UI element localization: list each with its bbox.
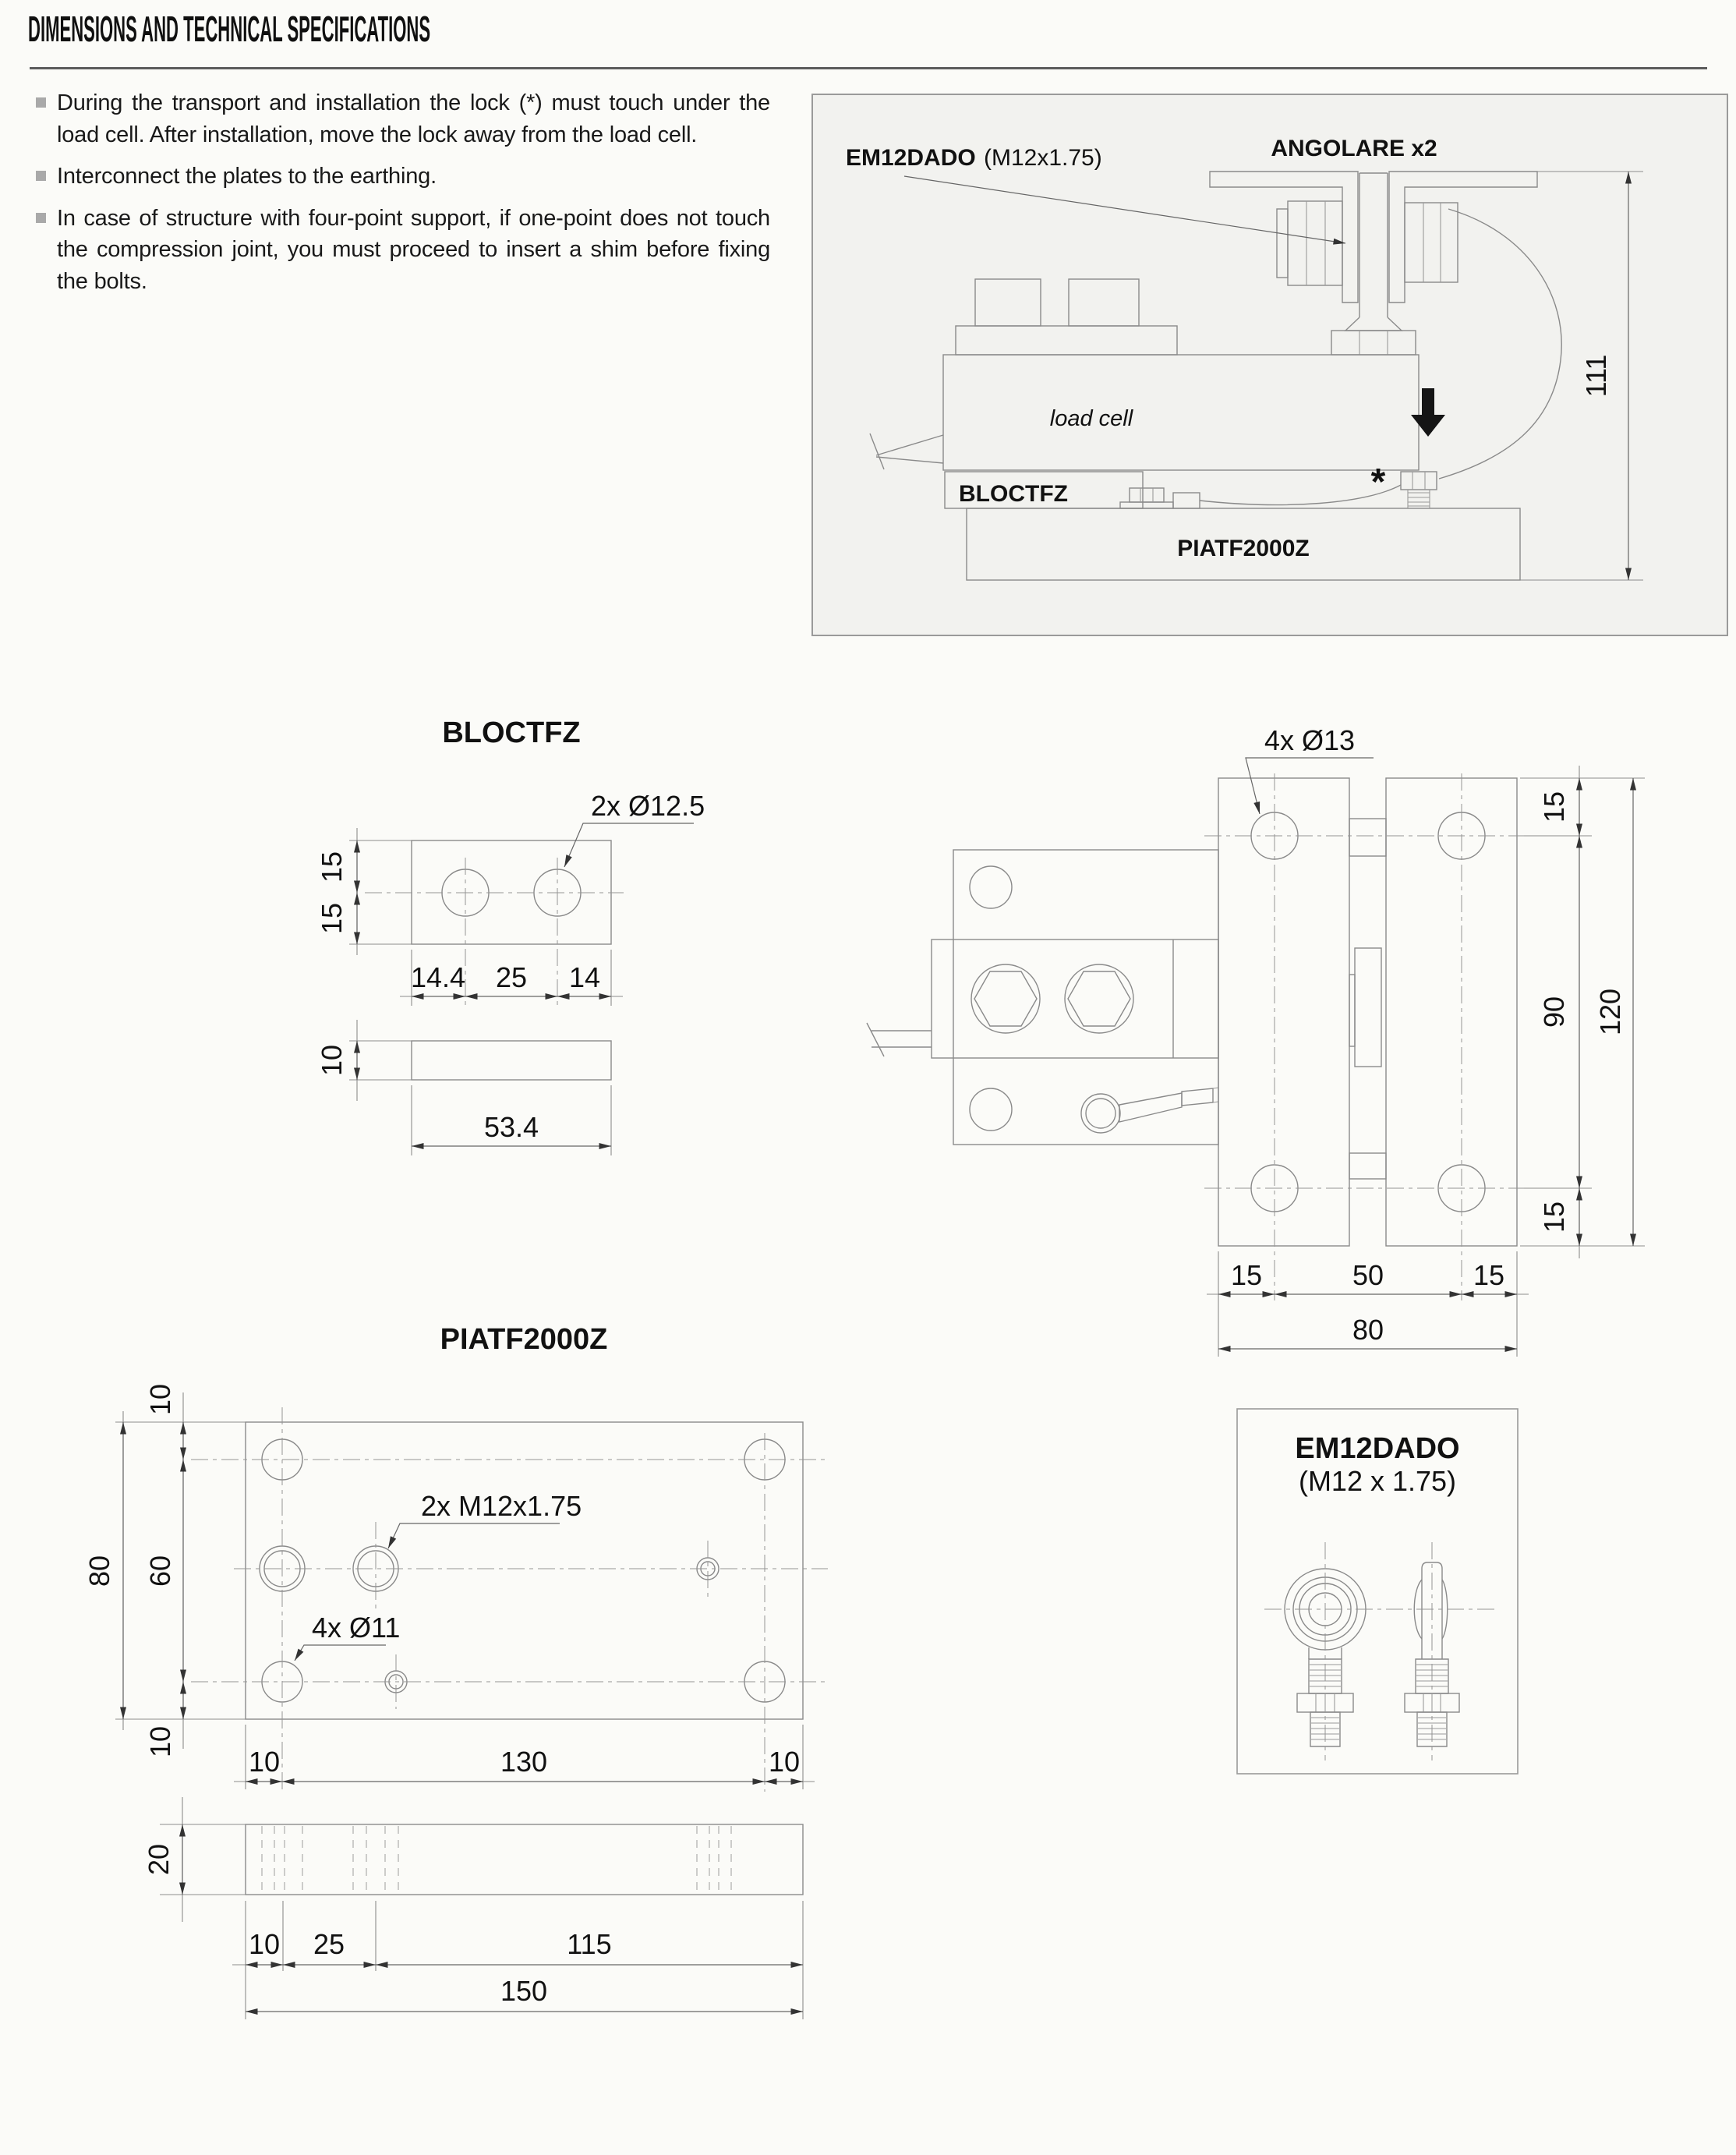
em12dado-callout-label: EM12DADO: [846, 145, 976, 171]
em12dado-detail: [1237, 1409, 1518, 1774]
piatf-m12-label: 2x M12x1.75: [421, 1490, 582, 1522]
dim-10-bottom: 10: [144, 1725, 176, 1758]
angolare-label: ANGOLARE x2: [1271, 136, 1437, 161]
piatf-inline-label: PIATF2000Z: [1177, 536, 1310, 561]
dim-111: 111: [1580, 354, 1612, 398]
bloctfz-inline-label: BLOCTFZ: [959, 481, 1068, 507]
dim-10-top: 10: [144, 1383, 176, 1416]
dim-60: 60: [144, 1555, 176, 1587]
bloctfz-title: BLOCTFZ: [442, 717, 581, 749]
top-view-drawing: [867, 724, 1645, 1357]
em12dado-callout-spec: (M12x1.75): [984, 145, 1102, 171]
dim-15-top: 15: [1538, 791, 1570, 823]
dim-10: 10: [316, 1044, 348, 1077]
note-text: During the transport and installation the lock (*) must touch under the load cell. After installation, move the lock away from the load cell.: [57, 90, 770, 147]
dim-50: 50: [1352, 1259, 1384, 1291]
dim-130: 130: [500, 1746, 548, 1778]
piatf-drawing: [83, 1323, 828, 1792]
piatf-o11-label: 4x Ø11: [312, 1612, 401, 1644]
assembly-diagram: [812, 94, 1727, 635]
dim-120: 120: [1594, 988, 1626, 1036]
note-text: Interconnect the plates to the earthing.: [57, 164, 437, 189]
piatf-title: PIATF2000Z: [440, 1323, 608, 1356]
dim-10-left: 10: [248, 1746, 281, 1778]
side-dim-20: 20: [143, 1843, 175, 1876]
bloctfz-hole-label: 2x Ø12.5: [591, 790, 705, 822]
dim-80: 80: [83, 1555, 115, 1587]
lock-asterisk: *: [1370, 462, 1386, 503]
dim-14-4: 14.4: [410, 961, 466, 993]
dim-14: 14: [568, 961, 601, 993]
piatf-side-view: [143, 1797, 803, 2019]
load-cell-label: load cell: [1049, 406, 1133, 431]
em12dado-title: EM12DADO: [1295, 1432, 1460, 1465]
side-dim-25: 25: [313, 1928, 345, 1960]
dim-15-top: 15: [316, 851, 348, 883]
dim-53-4: 53.4: [483, 1111, 539, 1143]
bloctfz-drawing: [316, 717, 705, 1155]
side-dim-10: 10: [248, 1928, 281, 1960]
topview-hole-label: 4x Ø13: [1264, 724, 1356, 756]
side-dim-115: 115: [567, 1928, 612, 1960]
dim-90: 90: [1538, 996, 1570, 1028]
dim-25: 25: [495, 961, 528, 993]
em12dado-subtitle: (M12 x 1.75): [1298, 1465, 1457, 1497]
dim-15-left: 15: [1230, 1259, 1263, 1291]
dim-15-bottom: 15: [316, 902, 348, 935]
page-title: DIMENSIONS AND TECHNICAL SPECIFICATIONS: [28, 9, 431, 49]
dim-10-right: 10: [768, 1746, 801, 1778]
dim-15-right: 15: [1473, 1259, 1505, 1291]
dim-80: 80: [1352, 1314, 1384, 1346]
note-text: In case of structure with four-point support, if one-point does not touch the compression joint, you must proceed to insert a shim before fixing the bolts.: [57, 205, 770, 294]
side-dim-150: 150: [500, 1975, 548, 2007]
dim-15-bottom: 15: [1538, 1201, 1570, 1233]
